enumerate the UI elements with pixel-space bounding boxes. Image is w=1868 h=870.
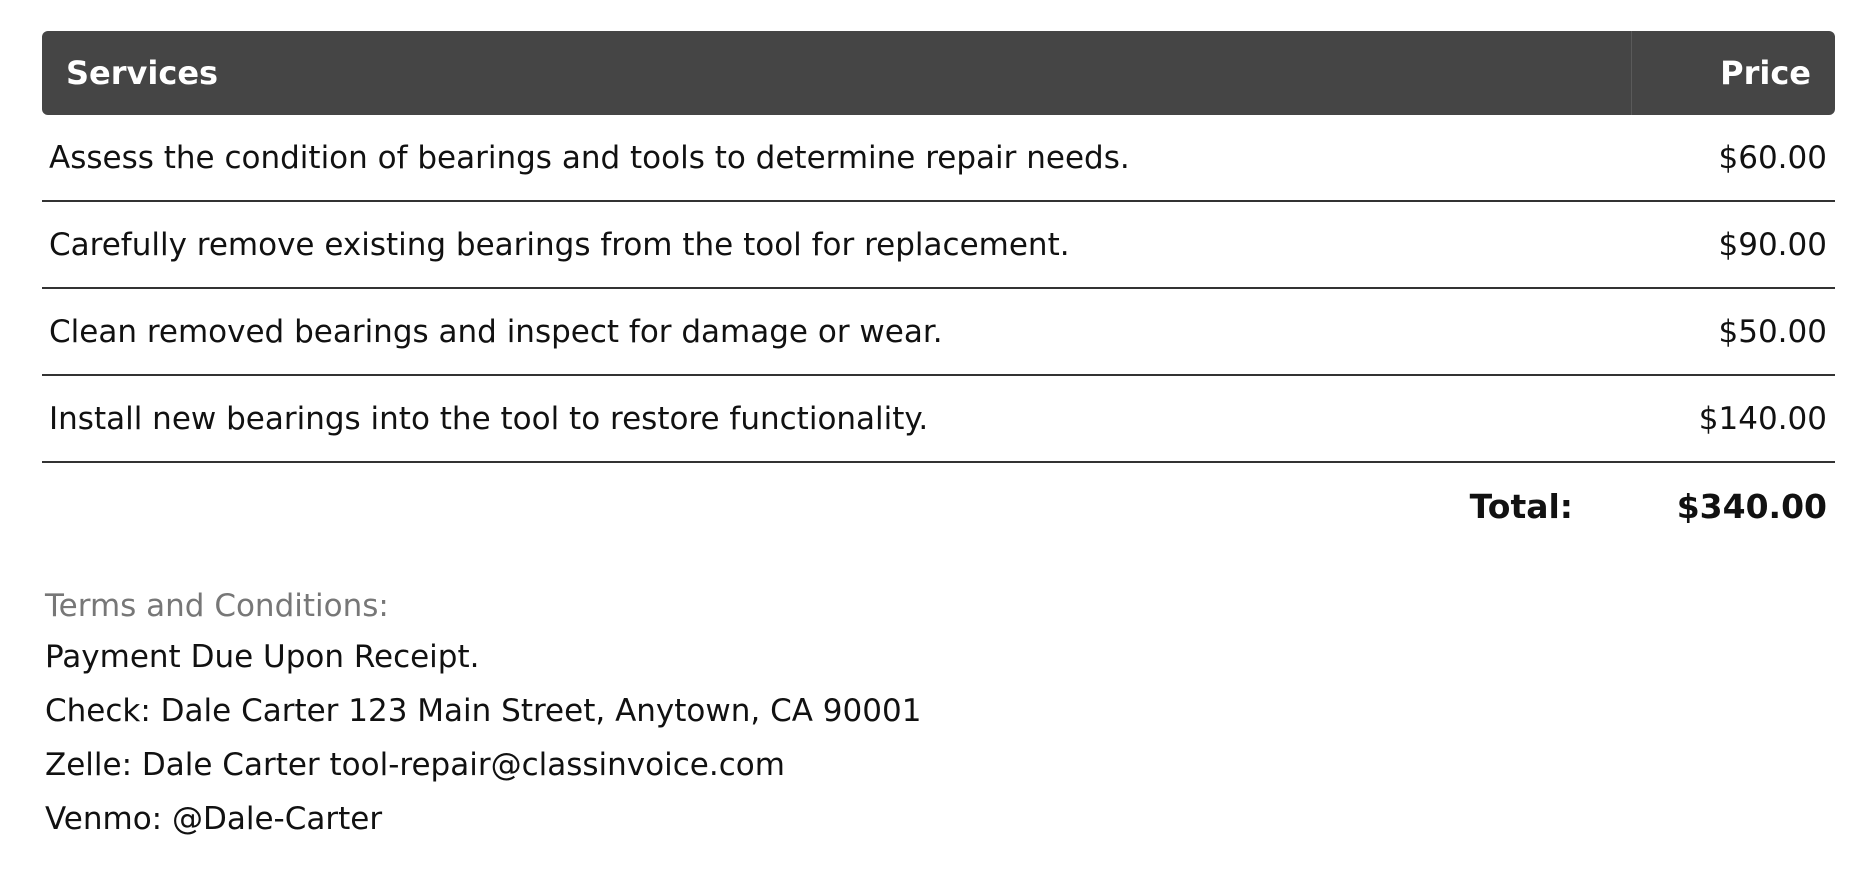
terms-zelle-info: Zelle: Dale Carter tool-repair@classinvoice.com [45, 747, 785, 783]
services-column-header: Services [42, 31, 1631, 115]
terms-check-info: Check: Dale Carter 123 Main Street, Anytown, CA 90001 [45, 693, 922, 729]
service-description: Install new bearings into the tool to restore functionality. [42, 375, 1631, 462]
service-description: Assess the condition of bearings and tools to determine repair needs. [42, 115, 1631, 201]
terms-section [45, 582, 921, 846]
terms-payment-due: Payment Due Upon Receipt. [45, 639, 480, 675]
total-value: $340.00 [1676, 486, 1827, 526]
table-header [42, 31, 1835, 115]
terms-venmo-info: Venmo: @Dale-Carter [45, 801, 383, 837]
service-price: $60.00 [1631, 115, 1835, 201]
table-body [42, 115, 1835, 462]
terms-title: Terms and Conditions: [45, 588, 389, 624]
service-price: $90.00 [1631, 201, 1835, 288]
services-table [42, 31, 1835, 549]
table-row [42, 375, 1835, 462]
service-price: $140.00 [1631, 375, 1835, 462]
table-row [42, 201, 1835, 288]
price-column-header: Price [1631, 31, 1835, 115]
table-header-row [42, 31, 1835, 115]
total-row [42, 462, 1835, 549]
service-description: Clean removed bearings and inspect for damage or wear. [42, 288, 1631, 375]
service-description: Carefully remove existing bearings from the tool for replacement. [42, 201, 1631, 288]
service-price: $50.00 [1631, 288, 1835, 375]
table-row [42, 288, 1835, 375]
total-label: Total: [1469, 486, 1573, 526]
table-row [42, 115, 1835, 201]
table-footer [42, 462, 1835, 549]
